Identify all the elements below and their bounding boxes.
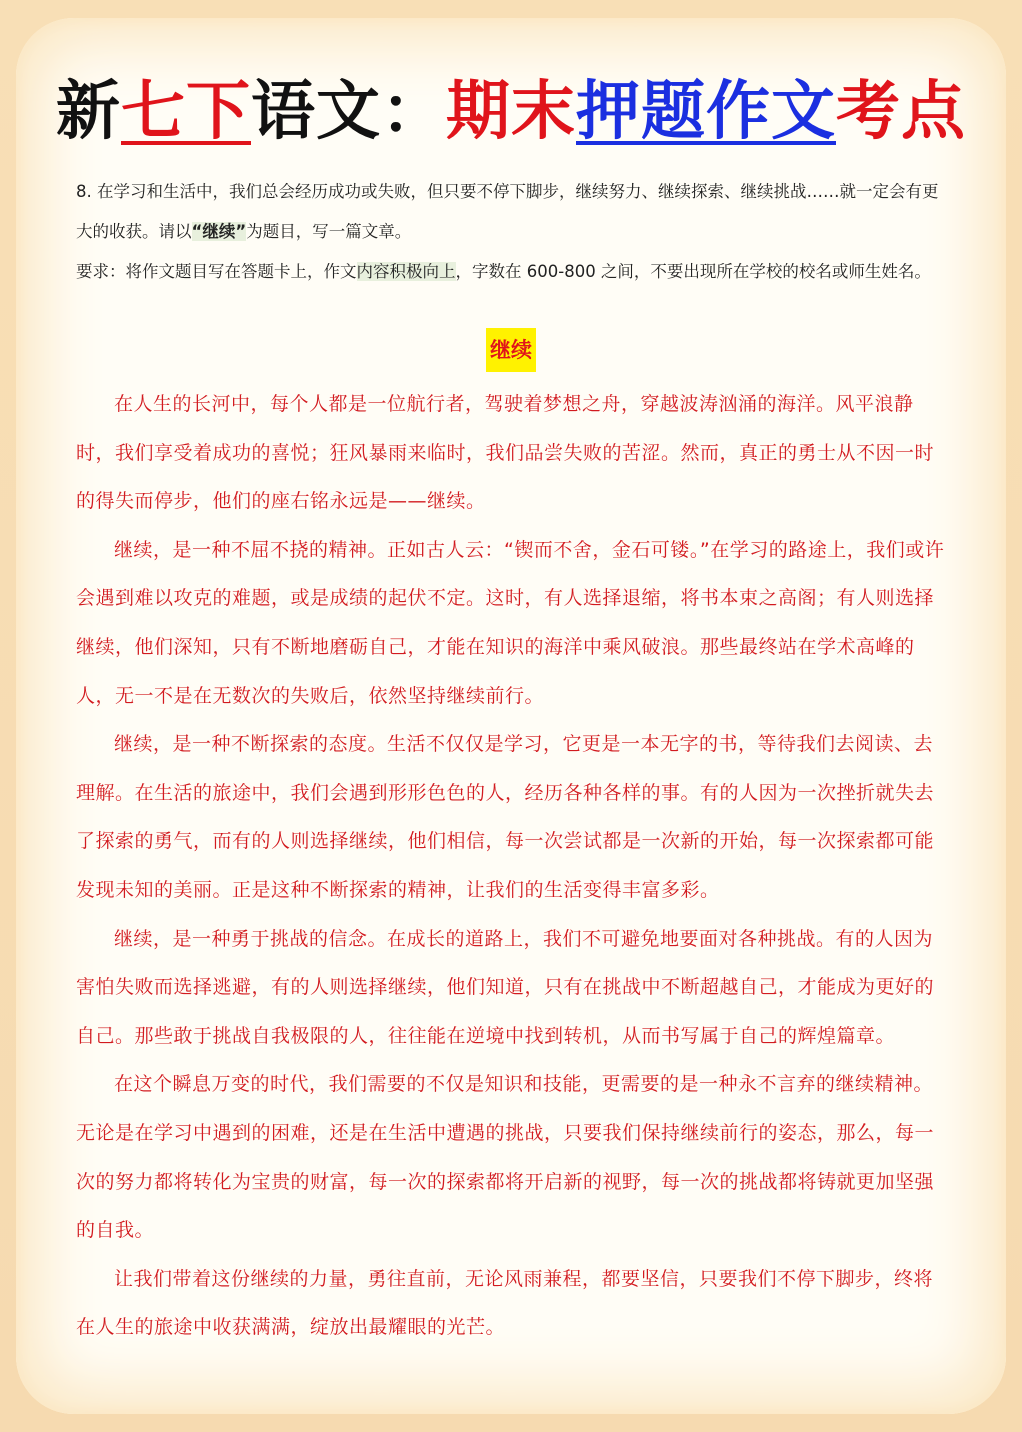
title-part-final: 期末 <box>446 74 576 149</box>
essay-body <box>76 380 948 1352</box>
essay-paragraph: 在这个瞬息万变的时代，我们需要的不仅是知识和技能，更需要的是一种永不言弃的继续精神。无论是在学习中遇到的困难，还是在生活中遭遇的挑战，只要我们保持继续前行的姿态，那么，每一次的努力都将转化为宝贵的财富，每一次的探索都将开启新的视野，每一次的挑战都将铸就更加坚强的自我。 <box>76 1073 935 1242</box>
title-part-subject: 语文： <box>251 74 446 149</box>
prompt-keyword: “继续” <box>191 222 247 241</box>
essay-paragraph: 继续，是一种不断探索的态度。生活不仅仅是学习，它更是一本无字的书，等待我们去阅读、去理解。在生活的旅途中，我们会遇到形形色色的人，经历各种各样的事。有的人因为一次挫折就失去了探索的勇气，而有的人则选择继续，他们相信，每一次尝试都是一次新的开始，每一次探索都可能发现未知的美丽。正是这种不断探索的精神，让我们的生活变得丰富多彩。 <box>76 733 935 901</box>
essay-paragraph: 让我们带着这份继续的力量，勇往直前，无论风雨兼程，都要坚信，只要我们不停下脚步，终将在人生的旅途中收获满满，绽放出最耀眼的光芒。 <box>76 1267 934 1339</box>
page-title <box>0 64 1022 160</box>
title-part-essay: 押题作文 <box>576 74 836 149</box>
title-part-points: 考点 <box>836 74 966 149</box>
prompt-question <box>76 172 946 252</box>
essay-title: 继续 <box>486 328 536 372</box>
essay-paragraph: 继续，是一种勇于挑战的信念。在成长的道路上，我们不可避免地要面对各种挑战。有的人因为害怕失败而选择逃避，有的人则选择继续，他们知道，只有在挑战中不断超越自己，才能成为更好的自己。那些敢于挑战自我极限的人，往往能在逆境中找到转机，从而书写属于自己的辉煌篇章。 <box>76 927 935 1047</box>
essay-title-row <box>0 328 1022 372</box>
title-part-grade: 七下 <box>121 74 251 149</box>
essay-prompt <box>76 172 946 292</box>
title-part-new: 新 <box>56 74 121 149</box>
prompt-req-text: 要求：将作文题目写在答题卡上，作文 <box>76 262 357 281</box>
prompt-requirements <box>76 252 946 292</box>
prompt-question-text: 8. 在学习和生活中，我们总会经历成功或失败，但只要不停下脚步，继续努力、继续探索、继续挑战……就一定会有更大的收获。请以 <box>76 182 939 241</box>
prompt-req-highlight: 内容积极向上 <box>356 262 456 281</box>
essay-paragraph: 继续，是一种不屈不挠的精神。正如古人云：“锲而不舍，金石可镂。”在学习的路途上，我们或许会遇到难以攻克的难题，或是成绩的起伏不定。这时，有人选择退缩，将书本束之高阁；有人则选择继续，他们深知，只有不断地磨砺自己，才能在知识的海洋中乘风破浪。那些最终站在学术高峰的人，无一不是在无数次的失败后，依然坚持继续前行。 <box>76 538 945 707</box>
prompt-question-end: 为题目，写一篇文章。 <box>246 222 412 241</box>
essay-paragraph: 在人生的长河中，每个人都是一位航行者，驾驶着梦想之舟，穿越波涛汹涌的海洋。风平浪静时，我们享受着成功的喜悦；狂风暴雨来临时，我们品尝失败的苦涩。然而，真正的勇士从不因一时的得失而停步，他们的座右铭永远是——继续。 <box>76 393 935 513</box>
prompt-req-end: ，字数在 600-800 之间，不要出现所在学校的校名或师生姓名。 <box>455 262 931 281</box>
